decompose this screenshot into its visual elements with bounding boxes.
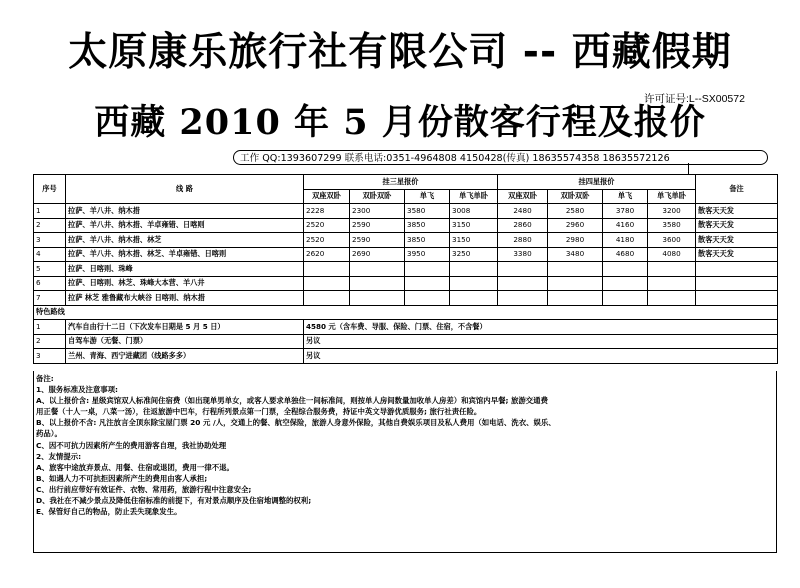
notes-line: B、如遇人力不可抗拒因素所产生的费用由客人承担; [36, 473, 208, 483]
price-cell: 2590 [350, 233, 405, 248]
price-cell: 4080 [648, 247, 696, 262]
price-cell [648, 276, 696, 291]
table-header-row [34, 175, 778, 190]
row-note: 散客天天发 [696, 247, 778, 262]
price-cell: 3008 [450, 204, 498, 219]
price-cell: 4160 [603, 218, 648, 233]
header-note: 备注 [696, 175, 778, 204]
special-route: 汽车自由行十二日（下次发车日期是 5 月 5 日） [66, 320, 304, 335]
special-route: 兰州、青海、西宁进藏团（线路多多） [66, 349, 304, 364]
header-divider [688, 163, 689, 174]
price-cell [405, 262, 450, 277]
price-cell [304, 262, 350, 277]
price-cell: 3150 [450, 218, 498, 233]
sub-header: 单飞 [603, 189, 648, 204]
price-cell: 3600 [648, 233, 696, 248]
row-seq: 4 [34, 247, 66, 262]
row-route: 拉萨、日喀则、珠峰 [66, 262, 304, 277]
license-number: 许可证号:L--SX00572 [644, 93, 745, 105]
table-row [34, 218, 778, 233]
row-seq: 2 [34, 334, 66, 349]
special-row [34, 349, 778, 364]
row-seq: 3 [34, 349, 66, 364]
header-seq: 序号 [34, 175, 66, 204]
row-seq: 7 [34, 291, 66, 306]
table-row [34, 276, 778, 291]
table-row [34, 291, 778, 306]
price-cell: 2620 [304, 247, 350, 262]
row-seq: 1 [34, 204, 66, 219]
price-cell: 2580 [548, 204, 603, 219]
price-cell: 4180 [603, 233, 648, 248]
price-cell [648, 262, 696, 277]
row-route: 拉萨、日喀则、林芝、珠峰大本营、羊八井 [66, 276, 304, 291]
table-row [34, 204, 778, 219]
row-seq: 6 [34, 276, 66, 291]
sub-header: 双卧双卧 [350, 189, 405, 204]
price-cell: 3200 [648, 204, 696, 219]
price-cell: 3850 [405, 233, 450, 248]
row-note [696, 291, 778, 306]
special-detail: 4580 元（含车费、导服、保险、门票、住宿，不含餐） [304, 320, 778, 335]
price-cell: 3580 [405, 204, 450, 219]
special-route: 自驾车游（无餐、门票） [66, 334, 304, 349]
sub-header: 单飞单卧 [648, 189, 696, 204]
notes-section [33, 371, 777, 553]
price-cell [304, 291, 350, 306]
table-row [34, 233, 778, 248]
notes-line: D、我社在不减少景点及降低住宿标准的前提下，有对景点顺序及住宿地调整的权利; [36, 496, 312, 506]
special-detail: 另议 [304, 349, 778, 364]
price-cell: 2860 [498, 218, 548, 233]
price-cell: 4680 [603, 247, 648, 262]
notes-line: C、因不可抗力因素所产生的费用游客自理，我社协助处理 [36, 440, 227, 450]
row-seq: 2 [34, 218, 66, 233]
notes-line: C、出行前应带好有效证件、衣物、常用药，旅游行程中注意安全; [36, 484, 252, 494]
notes-line: 2、友情提示: [36, 451, 82, 461]
row-route: 拉萨 林芝 雅鲁藏布大峡谷 日喀则、纳木措 [66, 291, 304, 306]
price-cell [350, 276, 405, 291]
special-routes-title: 特色路线 [34, 305, 778, 320]
price-cell [450, 291, 498, 306]
price-cell: 2300 [350, 204, 405, 219]
row-route: 拉萨、羊八井、纳木措、林芝、羊卓雍错、日喀则 [66, 247, 304, 262]
row-route: 拉萨、羊八井、纳木措、羊卓雍错、日喀则 [66, 218, 304, 233]
table-row [34, 247, 778, 262]
sub-header: 双卧双卧 [548, 189, 603, 204]
price-table [33, 174, 778, 364]
row-route: 拉萨、羊八井、纳木措 [66, 204, 304, 219]
table-row [34, 262, 778, 277]
notes-line: B、以上报价不含: 凡注放言全顶东除宝屋门票 20 元 /人，交通上的餐、航空保险，旅游人身意外保险，其他自费娱乐项目及私人费用（如电话、洗衣、娱乐、 [36, 418, 556, 428]
row-seq: 5 [34, 262, 66, 277]
price-cell [603, 291, 648, 306]
price-cell [304, 276, 350, 291]
price-cell [498, 262, 548, 277]
main-title: 西藏 2010 年 5 月份散客行程及报价 [94, 102, 706, 143]
price-cell: 2880 [498, 233, 548, 248]
special-row [34, 334, 778, 349]
row-seq: 3 [34, 233, 66, 248]
row-route: 拉萨、羊八井、纳木措、林芝 [66, 233, 304, 248]
row-seq: 1 [34, 320, 66, 335]
price-cell: 2960 [548, 218, 603, 233]
row-note: 散客天天发 [696, 218, 778, 233]
price-cell [548, 262, 603, 277]
row-note [696, 276, 778, 291]
price-cell [498, 291, 548, 306]
price-cell: 2480 [498, 204, 548, 219]
row-note: 散客天天发 [696, 233, 778, 248]
row-note: 散客天天发 [696, 204, 778, 219]
price-cell [450, 276, 498, 291]
price-cell [405, 276, 450, 291]
sub-header: 双座双卧 [498, 189, 548, 204]
price-cell [350, 262, 405, 277]
header-4star: 挂四星报价 [498, 175, 696, 190]
header-route: 线 路 [66, 175, 304, 204]
price-cell: 3150 [450, 233, 498, 248]
notes-line: E、保管好自己的物品，防止丢失现象发生。 [36, 507, 182, 517]
notes-line: 用正餐（十人一桌，八菜一汤），往返旅游中巴车，行程所列景点第一门票，全程综合服务费，持证中英文导游优质服务; 旅行社责任险。 [36, 407, 482, 417]
price-cell: 3850 [405, 218, 450, 233]
price-cell [648, 291, 696, 306]
notes-line: 1、服务标准及注意事项: [36, 385, 119, 395]
price-cell: 3950 [405, 247, 450, 262]
special-row [34, 320, 778, 335]
sub-header: 双座双卧 [304, 189, 350, 204]
sub-header: 单飞 [405, 189, 450, 204]
price-cell: 3580 [648, 218, 696, 233]
price-cell [548, 291, 603, 306]
sub-header: 单飞单卧 [450, 189, 498, 204]
price-cell [450, 262, 498, 277]
price-cell: 3380 [498, 247, 548, 262]
header-3star: 挂三星报价 [304, 175, 498, 190]
price-cell [405, 291, 450, 306]
price-cell [548, 276, 603, 291]
price-cell [350, 291, 405, 306]
price-cell: 3780 [603, 204, 648, 219]
price-cell: 2520 [304, 218, 350, 233]
contact-info: 工作 QQ:1393607299 联系电话:0351-4964808 4150428(传真) 18635574358 18635572126 [233, 150, 768, 165]
price-cell: 2690 [350, 247, 405, 262]
price-cell: 3480 [548, 247, 603, 262]
price-cell: 2520 [304, 233, 350, 248]
notes-line: A、以上报价含: 星级宾馆双人标准间住宿费（如出现单男单女，或客人要求单独住一间标准间，则按单人房间数量加收单人房差）和宾馆内早餐; 旅游交通费 [36, 396, 548, 406]
notes-title: 备注: [36, 374, 54, 383]
price-cell: 2980 [548, 233, 603, 248]
row-note [696, 262, 778, 277]
special-detail: 另议 [304, 334, 778, 349]
price-cell: 3250 [450, 247, 498, 262]
notes-line: 药品）。 [36, 429, 62, 439]
price-cell [603, 262, 648, 277]
special-routes-header [34, 305, 778, 320]
price-cell: 2590 [350, 218, 405, 233]
notes-line: A、旅客中途放弃景点、用餐、住宿或退团，费用一律不退。 [36, 462, 234, 472]
price-cell: 2228 [304, 204, 350, 219]
price-cell [498, 276, 548, 291]
company-title: 太原康乐旅行社有限公司 -- 西藏假期 [68, 30, 732, 75]
price-cell [603, 276, 648, 291]
